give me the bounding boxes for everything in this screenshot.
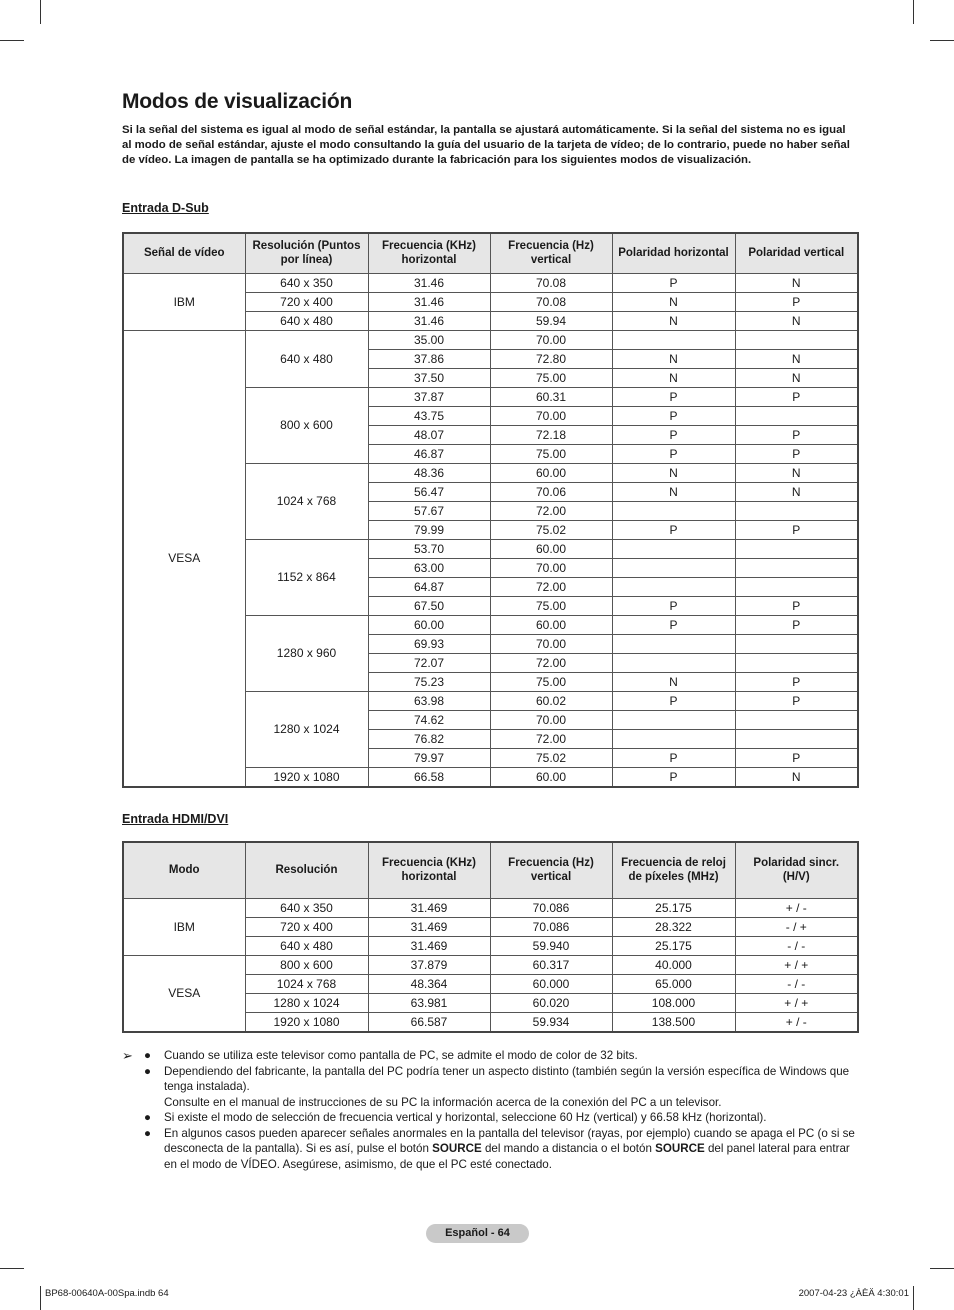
crop-mark xyxy=(913,1286,914,1310)
table-row xyxy=(123,273,858,292)
value-cell: P xyxy=(735,292,858,311)
note-item xyxy=(144,1064,857,1111)
note-emphasis: SOURCE xyxy=(432,1142,482,1155)
value-cell: 31.469 xyxy=(368,936,490,955)
value-cell: 75.00 xyxy=(490,368,612,387)
table-row xyxy=(123,898,858,917)
note-text: del panel lateral para entrar en el modo de VÍDEO. Asegúrese, asimismo, de que el PC esté conectado. xyxy=(164,1142,850,1171)
value-cell: P xyxy=(735,520,858,539)
note-text: Cuando se utiliza este televisor como pantalla de PC, se admite el modo de color de 32 bits. xyxy=(164,1049,638,1062)
page-number-badge: Español - 64 xyxy=(426,1224,529,1243)
value-cell: P xyxy=(612,273,735,292)
value-cell: P xyxy=(612,596,735,615)
value-cell: 72.07 xyxy=(368,653,490,672)
value-cell: 53.70 xyxy=(368,539,490,558)
value-cell: P xyxy=(612,520,735,539)
header-cell: Frecuencia (KHz) horizontal xyxy=(368,233,490,273)
resolution-cell: 1920 x 1080 xyxy=(245,1012,368,1032)
value-cell: P xyxy=(735,444,858,463)
value-cell: N xyxy=(612,672,735,691)
value-cell: P xyxy=(612,748,735,767)
value-cell: 48.36 xyxy=(368,463,490,482)
value-cell: P xyxy=(735,615,858,634)
value-cell: P xyxy=(612,387,735,406)
note-item xyxy=(144,1126,857,1173)
file-name: BP68-00640A-00Spa.indb 64 xyxy=(45,1288,169,1299)
value-cell: 70.086 xyxy=(490,917,612,936)
value-cell xyxy=(735,558,858,577)
value-cell: 63.981 xyxy=(368,993,490,1012)
value-cell: 70.08 xyxy=(490,292,612,311)
value-cell: 60.00 xyxy=(368,615,490,634)
value-cell: 59.940 xyxy=(490,936,612,955)
value-cell xyxy=(612,501,735,520)
value-cell: 67.50 xyxy=(368,596,490,615)
header-cell: Frecuencia (Hz) vertical xyxy=(490,233,612,273)
value-cell: P xyxy=(735,691,858,710)
value-cell: 69.93 xyxy=(368,634,490,653)
value-cell: P xyxy=(612,444,735,463)
hdmi-heading: Entrada HDMI/DVI xyxy=(122,812,229,826)
value-cell: 60.00 xyxy=(490,463,612,482)
note-emphasis: SOURCE xyxy=(655,1142,705,1155)
header-cell: Frecuencia (Hz) vertical xyxy=(490,842,612,898)
value-cell: 57.67 xyxy=(368,501,490,520)
value-cell: 60.020 xyxy=(490,993,612,1012)
value-cell xyxy=(612,653,735,672)
value-cell xyxy=(735,577,858,596)
value-cell: 70.06 xyxy=(490,482,612,501)
value-cell xyxy=(735,634,858,653)
resolution-cell: 1024 x 768 xyxy=(245,463,368,539)
value-cell: N xyxy=(735,311,858,330)
value-cell: 60.00 xyxy=(490,615,612,634)
value-cell: N xyxy=(612,292,735,311)
note-text: Consulte en el manual de instrucciones de su PC la información acerca de la conexión del PC a un televisor. xyxy=(164,1095,722,1109)
table-row xyxy=(123,330,858,349)
value-cell: 59.934 xyxy=(490,1012,612,1032)
value-cell: 63.00 xyxy=(368,558,490,577)
value-cell: 75.02 xyxy=(490,520,612,539)
header-cell: Polaridad sincr. (H/V) xyxy=(735,842,858,898)
value-cell: 40.000 xyxy=(612,955,735,974)
bullet-icon: ● xyxy=(144,1064,152,1078)
value-cell xyxy=(612,634,735,653)
value-cell xyxy=(612,558,735,577)
resolution-cell: 800 x 600 xyxy=(245,387,368,463)
resolution-cell: 1152 x 864 xyxy=(245,539,368,615)
value-cell xyxy=(612,710,735,729)
value-cell: + / - xyxy=(735,1012,858,1032)
resolution-cell: 640 x 480 xyxy=(245,330,368,387)
value-cell: P xyxy=(735,672,858,691)
value-cell xyxy=(612,539,735,558)
value-cell: 75.00 xyxy=(490,444,612,463)
value-cell: 70.086 xyxy=(490,898,612,917)
value-cell: 59.94 xyxy=(490,311,612,330)
resolution-cell: 640 x 350 xyxy=(245,273,368,292)
value-cell xyxy=(735,501,858,520)
signal-cell: VESA xyxy=(123,330,245,787)
resolution-cell: 720 x 400 xyxy=(245,917,368,936)
crop-mark xyxy=(930,1268,954,1269)
value-cell: N xyxy=(735,767,858,787)
value-cell: P xyxy=(612,615,735,634)
note-text: En algunos casos pueden aparecer señales anormales en la pantalla del televisor (rayas, por ejemplo) cuando se apaga el PC (o si se desconecta de la pantalla). Si es así, pulse el botón xyxy=(164,1126,855,1155)
value-cell: P xyxy=(612,691,735,710)
value-cell: N xyxy=(735,349,858,368)
value-cell: + / - xyxy=(735,898,858,917)
value-cell: 31.469 xyxy=(368,917,490,936)
note-text: Dependiendo del fabricante, la pantalla del PC podría tener un aspecto distinto (también según la versión específica de Windows que tenga instalada). xyxy=(164,1064,850,1093)
value-cell: 60.00 xyxy=(490,539,612,558)
value-cell: 66.587 xyxy=(368,1012,490,1032)
value-cell: N xyxy=(735,273,858,292)
note-text: Si existe el modo de selección de frecuencia vertical y horizontal, seleccione 60 Hz (vertical) y 66.58 kHz (horizontal). xyxy=(164,1111,767,1124)
notes-section xyxy=(122,1048,857,1172)
value-cell: 70.00 xyxy=(490,710,612,729)
value-cell xyxy=(735,710,858,729)
value-cell: 31.46 xyxy=(368,273,490,292)
value-cell: 70.00 xyxy=(490,634,612,653)
value-cell: 70.08 xyxy=(490,273,612,292)
value-cell: 48.07 xyxy=(368,425,490,444)
bullet-icon: ● xyxy=(144,1126,152,1140)
value-cell: 31.46 xyxy=(368,311,490,330)
value-cell: 60.000 xyxy=(490,974,612,993)
value-cell: 37.87 xyxy=(368,387,490,406)
value-cell: 28.322 xyxy=(612,917,735,936)
hdmi-header-row xyxy=(123,842,858,898)
value-cell xyxy=(735,406,858,425)
dsub-heading: Entrada D-Sub xyxy=(122,201,209,215)
value-cell: 70.00 xyxy=(490,330,612,349)
crop-mark xyxy=(913,0,914,24)
value-cell: 72.00 xyxy=(490,653,612,672)
value-cell: P xyxy=(735,425,858,444)
resolution-cell: 1280 x 1024 xyxy=(245,993,368,1012)
value-cell xyxy=(735,729,858,748)
value-cell: 70.00 xyxy=(490,558,612,577)
value-cell: 75.02 xyxy=(490,748,612,767)
value-cell: 72.00 xyxy=(490,501,612,520)
resolution-cell: 800 x 600 xyxy=(245,955,368,974)
value-cell xyxy=(735,539,858,558)
crop-mark xyxy=(40,0,41,24)
header-cell: Frecuencia de reloj de píxeles (MHz) xyxy=(612,842,735,898)
value-cell: P xyxy=(612,425,735,444)
value-cell: - / + xyxy=(735,917,858,936)
resolution-cell: 640 x 480 xyxy=(245,936,368,955)
value-cell: - / - xyxy=(735,974,858,993)
value-cell: 37.86 xyxy=(368,349,490,368)
value-cell: P xyxy=(612,406,735,425)
header-cell: Polaridad horizontal xyxy=(612,233,735,273)
value-cell: 60.31 xyxy=(490,387,612,406)
value-cell: N xyxy=(735,463,858,482)
resolution-cell: 1280 x 960 xyxy=(245,615,368,691)
resolution-cell: 720 x 400 xyxy=(245,292,368,311)
value-cell: 76.82 xyxy=(368,729,490,748)
value-cell: N xyxy=(612,311,735,330)
value-cell: 108.000 xyxy=(612,993,735,1012)
header-cell: Resolución (Puntos por línea) xyxy=(245,233,368,273)
value-cell: 65.000 xyxy=(612,974,735,993)
mode-cell: VESA xyxy=(123,955,245,1032)
dsub-table xyxy=(122,232,859,788)
value-cell: 72.18 xyxy=(490,425,612,444)
bullet-icon: ● xyxy=(144,1111,152,1124)
hdmi-table xyxy=(122,841,859,1033)
value-cell: + / + xyxy=(735,955,858,974)
value-cell: 60.317 xyxy=(490,955,612,974)
value-cell: 79.99 xyxy=(368,520,490,539)
value-cell: N xyxy=(612,349,735,368)
crop-mark xyxy=(0,1268,24,1269)
header-cell: Resolución xyxy=(245,842,368,898)
value-cell: 46.87 xyxy=(368,444,490,463)
value-cell: 70.00 xyxy=(490,406,612,425)
value-cell: 35.00 xyxy=(368,330,490,349)
resolution-cell: 640 x 480 xyxy=(245,311,368,330)
value-cell: 37.50 xyxy=(368,368,490,387)
value-cell xyxy=(735,330,858,349)
value-cell: 31.46 xyxy=(368,292,490,311)
resolution-cell: 640 x 350 xyxy=(245,898,368,917)
value-cell: N xyxy=(612,463,735,482)
header-cell: Frecuencia (KHz) horizontal xyxy=(368,842,490,898)
crop-mark xyxy=(930,40,954,41)
crop-mark xyxy=(40,1286,41,1310)
value-cell: N xyxy=(612,368,735,387)
bullet-icon: ● xyxy=(144,1049,152,1062)
value-cell: - / - xyxy=(735,936,858,955)
value-cell: 74.62 xyxy=(368,710,490,729)
value-cell: + / + xyxy=(735,993,858,1012)
note-item xyxy=(144,1110,857,1126)
value-cell: N xyxy=(735,482,858,501)
mode-cell: IBM xyxy=(123,898,245,955)
value-cell: 48.364 xyxy=(368,974,490,993)
resolution-cell: 1920 x 1080 xyxy=(245,767,368,787)
value-cell: 37.879 xyxy=(368,955,490,974)
value-cell: 43.75 xyxy=(368,406,490,425)
value-cell: 75.00 xyxy=(490,596,612,615)
value-cell xyxy=(735,653,858,672)
value-cell: 25.175 xyxy=(612,936,735,955)
note-arrow-icon: ➢ xyxy=(122,1048,133,1063)
value-cell xyxy=(612,729,735,748)
value-cell: 72.80 xyxy=(490,349,612,368)
value-cell: 75.00 xyxy=(490,672,612,691)
value-cell: N xyxy=(612,482,735,501)
value-cell: 60.02 xyxy=(490,691,612,710)
notes-list xyxy=(122,1048,857,1172)
value-cell: 64.87 xyxy=(368,577,490,596)
crop-mark xyxy=(0,40,24,41)
value-cell: N xyxy=(735,368,858,387)
value-cell: 138.500 xyxy=(612,1012,735,1032)
print-timestamp: 2007-04-23 ¿ÀÈÄ 4:30:01 xyxy=(798,1288,909,1299)
value-cell: 60.00 xyxy=(490,767,612,787)
page-title: Modos de visualización xyxy=(122,90,353,113)
value-cell: P xyxy=(735,748,858,767)
signal-cell: IBM xyxy=(123,273,245,330)
value-cell xyxy=(612,577,735,596)
note-text: del mando a distancia o el botón xyxy=(481,1142,656,1155)
value-cell: 56.47 xyxy=(368,482,490,501)
value-cell: 72.00 xyxy=(490,577,612,596)
resolution-cell: 1280 x 1024 xyxy=(245,691,368,767)
value-cell: 72.00 xyxy=(490,729,612,748)
intro-paragraph: Si la señal del sistema es igual al modo de señal estándar, la pantalla se ajustará automáticamente. Si la señal del sistema no es igual al modo de señal estándar, ajuste el modo consultando la guía del usuario de la tarjeta de vídeo; de lo contrario, puede no haber señal de vídeo. La imagen de pantalla se ha optimizado durante la fabricación para los siguientes modos de visualización. xyxy=(122,124,850,166)
header-cell: Polaridad vertical xyxy=(735,233,858,273)
value-cell: 79.97 xyxy=(368,748,490,767)
table-row xyxy=(123,955,858,974)
value-cell: P xyxy=(735,387,858,406)
value-cell: P xyxy=(612,767,735,787)
resolution-cell: 1024 x 768 xyxy=(245,974,368,993)
value-cell: 75.23 xyxy=(368,672,490,691)
value-cell: 66.58 xyxy=(368,767,490,787)
value-cell: 25.175 xyxy=(612,898,735,917)
value-cell: 31.469 xyxy=(368,898,490,917)
value-cell xyxy=(612,330,735,349)
value-cell: 63.98 xyxy=(368,691,490,710)
header-cell: Modo xyxy=(123,842,245,898)
value-cell: P xyxy=(735,596,858,615)
note-item xyxy=(144,1048,857,1064)
header-cell: Señal de vídeo xyxy=(123,233,245,273)
dsub-header-row xyxy=(123,233,858,273)
